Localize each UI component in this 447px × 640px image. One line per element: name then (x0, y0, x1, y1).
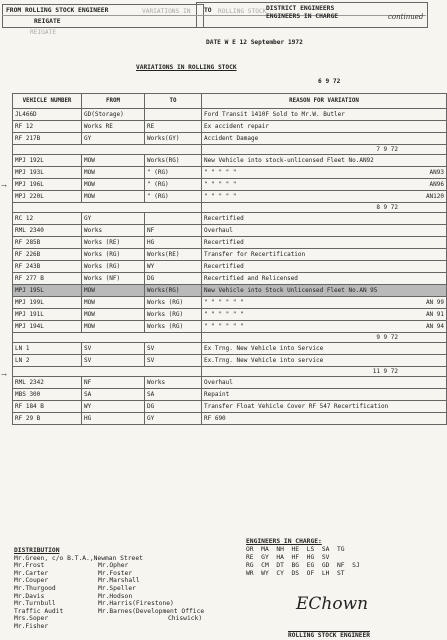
cell-reason (202, 109, 447, 121)
cell-to: SV (145, 343, 202, 355)
cell-reason (202, 413, 447, 425)
table-row (13, 225, 447, 237)
engineers-block (246, 538, 360, 578)
fleet-note: AN 94 (425, 322, 444, 330)
reason-text: " " " " " " (204, 322, 244, 330)
cell-reason (202, 121, 447, 133)
distribution-item: Mr.Harris(Firestone) (98, 600, 174, 608)
page-title: VARIATIONS IN ROLLING STOCK (136, 64, 237, 71)
cell-to: SA (145, 389, 202, 401)
reason-text: Ex accident repair (204, 122, 270, 130)
reason-text: Ford Transit 1410F Sold to Mr.W. Butler (204, 110, 345, 118)
cell-reason (202, 321, 447, 333)
table-row (13, 285, 447, 297)
table-row (13, 273, 447, 285)
cell-from: MOW (82, 321, 145, 333)
cell-reason (202, 213, 447, 225)
separator-date: 11 9 72 (372, 367, 398, 375)
cell-to (145, 213, 202, 225)
cell-vehicle: RF 217B (13, 133, 82, 145)
cell-vehicle: LN 2 (13, 355, 82, 367)
cell-reason (202, 401, 447, 413)
reason-text: Recertified (204, 262, 244, 270)
signature-caption: ROLLING STOCK ENGINEER (288, 632, 370, 639)
cell-vehicle: RF 12 (13, 121, 82, 133)
separator-date: 9 9 72 (376, 333, 398, 341)
table-row (13, 309, 447, 321)
reason-text: Recertified (204, 214, 244, 222)
col-vehicle: VEHICLE NUMBER (13, 94, 82, 109)
reason-text: " " " " " (204, 192, 237, 200)
cell-to: DG (145, 401, 202, 413)
cell-reason (202, 297, 447, 309)
table-row (13, 343, 447, 355)
table-row (13, 109, 447, 121)
table-row (13, 261, 447, 273)
distribution-col-2 (98, 547, 204, 631)
cell-reason (202, 285, 447, 297)
reason-text: RF 690 (204, 414, 226, 422)
reason-text: New Vehicle into Stock Unlicensed Fleet No.AN 95 (204, 286, 378, 294)
distribution-item: Mr.Fisher (14, 622, 49, 630)
distribution-item: Mr.Frost (14, 562, 45, 570)
table-row (13, 355, 447, 367)
cell-from: MOW (82, 297, 145, 309)
distribution-item: Traffic Audit (14, 607, 64, 615)
cell-from: Works (82, 225, 145, 237)
reason-text: Transfer for Recertification (204, 250, 306, 258)
cell-to: HG (145, 237, 202, 249)
cell-to: " (RG) (145, 167, 202, 179)
cell-from: Works (RG) (82, 261, 145, 273)
date-line: DATE W E 12 September 1972 (206, 39, 303, 46)
cell-vehicle: RF 184 B (13, 401, 82, 413)
engineers-line: RE GY HA HF HG SV (246, 554, 330, 561)
fleet-note: AN96 (429, 180, 444, 188)
cell-vehicle: MPJ 195L (13, 285, 82, 297)
to-label: TO (204, 7, 212, 14)
cell-from: Works RE (82, 121, 145, 133)
distribution-item (98, 555, 204, 563)
table-row (13, 191, 447, 203)
reason-text: Accident Damage (204, 134, 259, 142)
cell-vehicle: JL466D (13, 109, 82, 121)
cell-to: RE (145, 121, 202, 133)
cell-from: Works (RE) (82, 237, 145, 249)
table-row (13, 133, 447, 145)
reason-text: Recertified and Relicensed (204, 274, 298, 282)
cell-to: Works (145, 377, 202, 389)
from-place: REIGATE (34, 18, 61, 25)
variations-faint: VARIATIONS IN (142, 8, 191, 15)
cell-from: MOW (82, 155, 145, 167)
cell-reason (202, 155, 447, 167)
cell-vehicle: LN 1 (13, 343, 82, 355)
first-date: 6 9 72 (318, 78, 341, 85)
cell-from: GY (82, 133, 145, 145)
fleet-note: AN93 (429, 168, 444, 176)
date-separator-row (13, 333, 447, 343)
cell-vehicle: RML 2342 (13, 377, 82, 389)
cell-vehicle: MBS 300 (13, 389, 82, 401)
cell-vehicle: RF 226B (13, 249, 82, 261)
cell-reason (202, 191, 447, 203)
cell-reason (202, 389, 447, 401)
to-faint: ROLLING STOCK (218, 8, 267, 15)
date-separator-row (13, 367, 447, 377)
date-separator-row (13, 145, 447, 155)
distribution-item: Mr.Marshall (98, 577, 140, 585)
cell-vehicle: MPJ 192L (13, 155, 82, 167)
header-rule (2, 15, 426, 16)
col-from: FROM (82, 94, 145, 109)
cell-to: NF (145, 225, 202, 237)
cell-reason (202, 179, 447, 191)
cell-from: SA (82, 389, 145, 401)
separator-date: 7 9 72 (376, 145, 398, 153)
cell-from: SV (82, 355, 145, 367)
table-row (13, 167, 447, 179)
cell-reason (202, 237, 447, 249)
cell-vehicle: RF 277 B (13, 273, 82, 285)
reason-text: " " " " " (204, 180, 237, 188)
cell-to: Works (RG) (145, 297, 202, 309)
cell-vehicle: RML 2340 (13, 225, 82, 237)
faint-left: REIGATE (30, 29, 57, 36)
from-line: FROM ROLLING STOCK ENGINEER (6, 7, 109, 14)
cell-from: MOW (82, 167, 145, 179)
cell-to: " (RG) (145, 179, 202, 191)
cell-reason (202, 225, 447, 237)
cell-vehicle: RC 12 (13, 213, 82, 225)
distribution-item: Mr.Speller (98, 584, 136, 592)
distribution-item (98, 623, 204, 631)
table-row (13, 413, 447, 425)
distribution-item: Mr.Green, c/o B.T.A.,Newman Street (14, 554, 143, 562)
to-line-2: ENGINEERS IN CHARGE (266, 13, 339, 20)
cell-vehicle: RF 29 B (13, 413, 82, 425)
reason-text: Transfer Float Vehicle Cover RF 547 Recertification (204, 402, 389, 410)
table-row (13, 401, 447, 413)
cell-to: Works(RG) (145, 155, 202, 167)
cell-reason (202, 343, 447, 355)
to-line-1: DISTRICT ENGINEERS (266, 5, 335, 12)
cell-from: NF (82, 377, 145, 389)
signature: EChown (296, 594, 369, 614)
reason-text: Overhaul (204, 378, 233, 386)
cell-from: GY (82, 213, 145, 225)
cell-reason (202, 355, 447, 367)
cell-reason (202, 261, 447, 273)
cell-from: Works (NF) (82, 273, 145, 285)
reason-text: Ex.Trng. New Vehicle into service (204, 356, 324, 364)
margin-mark-top: → (1, 182, 7, 190)
cell-to: Works (RG) (145, 321, 202, 333)
distribution-item: Mr.Barnes(Development Office (98, 607, 205, 615)
cell-to: Works(GY) (145, 133, 202, 145)
table-row (13, 237, 447, 249)
fleet-note: AN120 (425, 192, 444, 200)
cell-reason (202, 249, 447, 261)
reason-text: " " " " " (204, 168, 237, 176)
cell-vehicle: MPJ 220L (13, 191, 82, 203)
cell-to: SV (145, 355, 202, 367)
cell-vehicle: MPJ 191L (13, 309, 82, 321)
cell-to: Works (RG) (145, 309, 202, 321)
cell-to (145, 109, 202, 121)
distribution-item: Mrs.Soper (14, 615, 49, 623)
col-to: TO (145, 94, 202, 109)
table-row (13, 249, 447, 261)
margin-mark-mid: → (1, 371, 7, 379)
table-row (13, 297, 447, 309)
cell-vehicle: RF 243B (13, 261, 82, 273)
cell-to: " (RG) (145, 191, 202, 203)
engineers-title: ENGINEERS IN CHARGE: (246, 538, 322, 545)
cell-to: DG (145, 273, 202, 285)
cell-reason (202, 133, 447, 145)
distribution-item: Mr.Davis (14, 592, 45, 600)
table-row (13, 213, 447, 225)
distribution-item: Mr.Hodson (98, 592, 133, 600)
reason-text: Recertified (204, 238, 244, 246)
distribution-item: Mr.Thurgood (14, 584, 56, 592)
cell-from: MOW (82, 309, 145, 321)
reason-text: Repaint (204, 390, 230, 398)
cell-vehicle: RF 285B (13, 237, 82, 249)
reason-text: " " " " " " (204, 310, 244, 318)
cell-to: WY (145, 261, 202, 273)
cell-from: GD(Storage) (82, 109, 145, 121)
cell-vehicle: MPJ 194L (13, 321, 82, 333)
reason-text: " " " " " " (204, 298, 244, 306)
cell-from: SV (82, 343, 145, 355)
cell-to: Works(RE) (145, 249, 202, 261)
table-row (13, 121, 447, 133)
date-separator-row (13, 203, 447, 213)
cell-reason (202, 377, 447, 389)
reason-text: Overhaul (204, 226, 233, 234)
cell-from: WY (82, 401, 145, 413)
reason-text: New Vehicle into stock-unlicensed Fleet No.AN92 (204, 156, 374, 164)
cell-vehicle: MPJ 196L (13, 179, 82, 191)
engineers-line: OR MA NH HE LS SA TG (246, 546, 345, 553)
cell-from: Works (RG) (82, 249, 145, 261)
col-reason: REASON FOR VARIATION (202, 94, 447, 109)
distribution-item: Mr.Opher (98, 562, 129, 570)
cell-reason (202, 309, 447, 321)
cell-from: HG (82, 413, 145, 425)
distribution-item: Mr.Carter (14, 569, 49, 577)
separator-date: 8 9 72 (376, 203, 398, 211)
fleet-note: AN 99 (425, 298, 444, 306)
fleet-note: AN 91 (425, 310, 444, 318)
cell-vehicle: MPJ 199L (13, 297, 82, 309)
table-row (13, 389, 447, 401)
engineers-line: WR WY CY DS OF LH ST (246, 570, 345, 577)
continued-note: continued (388, 13, 424, 21)
engineers-line: RG CM DT BG EG GD NF SJ (246, 562, 360, 569)
distribution-item: Mr.Couper (14, 577, 49, 585)
cell-to: GY (145, 413, 202, 425)
reason-text: Ex Trng. New Vehicle into Service (204, 344, 324, 352)
table-row (13, 377, 447, 389)
table-header-row (13, 94, 447, 109)
table-row (13, 155, 447, 167)
distribution-item: Mr.Foster (98, 569, 133, 577)
distribution-item: Mr.Turnbull (14, 600, 56, 608)
distribution-title: DISTRIBUTION (14, 547, 60, 554)
cell-to: Works(RG) (145, 285, 202, 297)
cell-reason (202, 167, 447, 179)
distribution-item: Chiswick) (168, 615, 203, 623)
cell-from: MOW (82, 285, 145, 297)
cell-from: MOW (82, 191, 145, 203)
table-row (13, 321, 447, 333)
variations-table (12, 93, 447, 425)
cell-vehicle: MPJ 193L (13, 167, 82, 179)
cell-from: MOW (82, 179, 145, 191)
cell-reason (202, 273, 447, 285)
table-row (13, 179, 447, 191)
